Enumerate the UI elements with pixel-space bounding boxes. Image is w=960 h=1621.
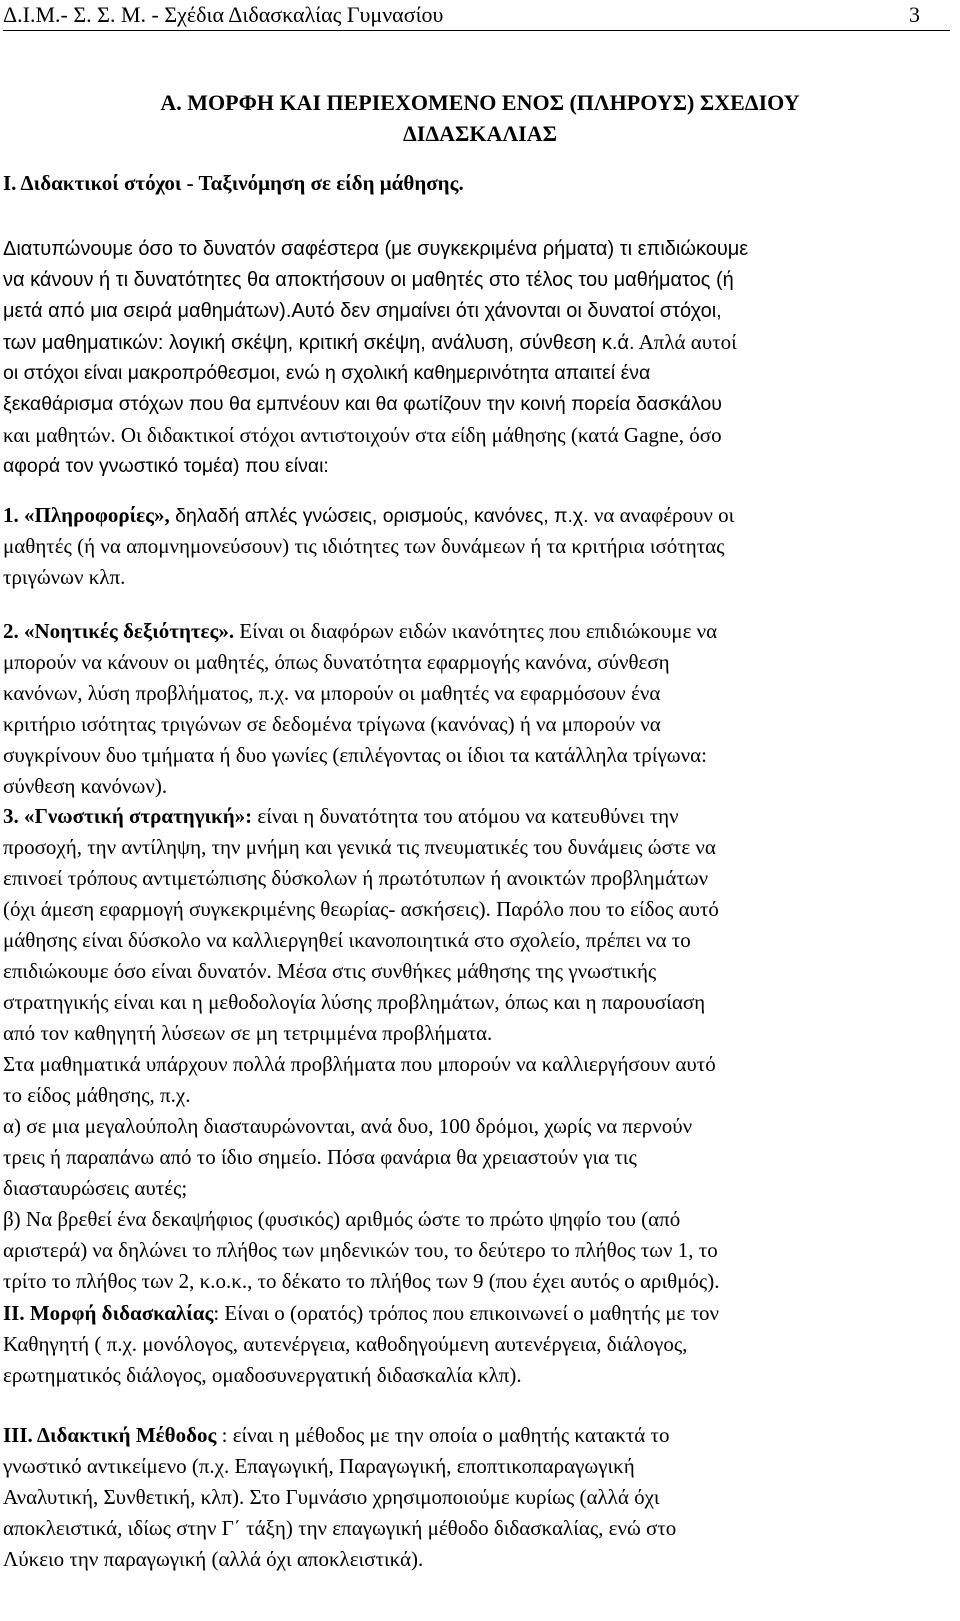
paragraph-line: μπορούν να κάνουν οι μαθητές, όπως δυνατότητα εφαρμογής κανόνα, σύνθεση	[3, 650, 670, 674]
item2	[3, 616, 958, 802]
paragraph-line: κανόνων, λύση προβλήματος, π.χ. να μπορούν οι μαθητές να εφαρμόσουν ένα	[3, 681, 661, 705]
document-title-line2: ΔΙΔΑΣΚΑΛΙΑΣ	[402, 121, 558, 146]
item3-label: 3. «Γνωστική στρατηγική»:	[3, 804, 253, 828]
paragraph-line: διασταυρώσεις αυτές;	[3, 1176, 188, 1200]
paragraph-line: τρίτο το πλήθος των 2, κ.ο.κ., το δέκατο το πλήθος των 9 (που έχει αυτός ο αριθμός).	[3, 1269, 720, 1293]
paragraph-line: Διατυπώνουμε όσο το δυνατόν σαφέστερα (με συγκεκριμένα ρήματα) τι επιδιώκουμε	[3, 238, 749, 260]
paragraph-line: είναι η δυνατότητα του ατόμου να κατευθύνει την	[252, 804, 679, 828]
paragraph-line: Στα μαθηματικά υπάρχουν πολλά προβλήματα που μπορούν να καλλιεργήσουν αυτό	[3, 1052, 716, 1076]
paragraph-line: το είδος μάθησης, π.χ.	[3, 1083, 191, 1107]
paragraph-line: των μαθηματικών: λογική σκέψη, κριτική σκέψη, ανάλυση, σύνθεση κ.ά.	[3, 332, 635, 354]
paragraph-line: να κάνουν ή τι δυνατότητες θα αποκτήσουν οι μαθητές στο τέλος του μαθήματος (ή	[3, 269, 734, 291]
paragraph-line: β) Να βρεθεί ένα δεκαψήφιος (φυσικός) αριθμός ώστε το πρώτο ψηφίο του (από	[3, 1207, 681, 1231]
section3	[3, 1420, 958, 1575]
item2-label: 2. «Νοητικές δεξιότητες».	[3, 619, 235, 643]
paragraph-line: ερωτηματικός διάλογος, ομαδοσυνεργατική διδασκαλία κλπ).	[3, 1363, 522, 1387]
paragraph-line: αποκλειστικά, ιδίως στην Γ΄ τάξη) την επαγωγική μέθοδο διδασκαλίας, ενώ στο	[3, 1516, 677, 1540]
paragraph-line: μαθητές (ή να απομνημονεύσουν) τις ιδιότητες των δυνάμεων ή τα κριτήρια ισότητας	[3, 534, 725, 558]
paragraph-line: μετά από μια σειρά μαθημάτων).Αυτό δεν σημαίνει ότι χάνονται οι δυνατοί στόχοι,	[3, 300, 722, 322]
paragraph-line: : είναι η μέθοδος με την οποία ο μαθητής κατακτά το	[216, 1423, 670, 1447]
item1	[3, 500, 958, 593]
section3-heading: ΙΙΙ. Διδακτική Μέθοδος	[3, 1423, 217, 1447]
paragraph-line: αριστερά) να δηλώνει το πλήθος των μηδενικών του, το δεύτερο το πλήθος των 1, το	[3, 1238, 718, 1262]
paragraph-line: Είναι οι διαφόρων ειδών ικανότητες που επιδιώκουμε να	[234, 619, 718, 643]
header-title: Δ.Ι.Μ.- Σ. Σ. Μ. - Σχέδια Διδασκαλίας Γυμνασίου	[3, 2, 444, 27]
paragraph-line: γνωστικό αντικείμενο (π.χ. Επαγωγική, Παραγωγική, εποπτικοπαραγωγική	[3, 1454, 635, 1478]
paragraph-line: Καθηγητή ( π.χ. μονόλογος, αυτενέργεια, καθοδηγούμενη αυτενέργεια, διάλογος,	[3, 1332, 688, 1356]
document-title-line1: Α. ΜΟΡΦΗ ΚΑΙ ΠΕΡΙΕΧΟΜΕΝΟ ΕΝΟΣ (ΠΛΗΡΟΥΣ) ΣΧΕΔΙΟΥ	[160, 90, 800, 115]
paragraph-line: κριτήριο ισότητας τριγώνων σε δεδομένα τρίγωνα (κανόνας) ή να μπορούν να	[3, 712, 661, 736]
section2-heading: ΙΙ. Μορφή διδασκαλίας	[3, 1301, 214, 1325]
paragraph-line: Αναλυτική, Συνθετική, κλπ). Στο Γυμνάσιο χρησιμοποιούμε κυρίως (αλλά όχι	[3, 1485, 660, 1509]
paragraph-line: οι στόχοι είναι μακροπρόθεσμοι, ενώ η σχολική καθημερινότητα απαιτεί ένα	[3, 362, 651, 384]
paragraph-line: τριγώνων κλπ.	[3, 565, 126, 589]
paragraph-line: Λύκειο την παραγωγική (αλλά όχι αποκλειστικά).	[3, 1547, 424, 1571]
paragraph-line: Απλά αυτοί	[634, 330, 737, 354]
paragraph-line: επινοεί τρόπους αντιμετώπισης δύσκολων ή πρωτότυπων ή ανοικτών προβλημάτων	[3, 866, 709, 890]
paragraph-line: μάθησης είναι δύσκολο να καλλιεργηθεί ικανοποιητικά στο σχολείο, πρέπει να το	[3, 928, 691, 952]
page-number: 3	[909, 2, 920, 27]
section1	[3, 168, 958, 199]
section1-body	[3, 234, 958, 482]
paragraph-line: ξεκαθάρισμα στόχων που θα εμπνέουν και θα φωτίζουν την κοινή πορεία δασκάλου	[3, 393, 722, 415]
section2	[3, 1298, 958, 1391]
page-header	[3, 2, 950, 31]
item3	[3, 801, 958, 1297]
paragraph-line: επιδιώκουμε όσο είναι δυνατόν. Μέσα στις συνθήκες μάθησης της γνωστικής	[3, 959, 657, 983]
paragraph-line: προσοχή, την αντίληψη, την μνήμη και γενικά τις πνευματικές του δυνάμεις ώστε να	[3, 835, 716, 859]
paragraph-line: δηλαδή απλές γνώσεις, ορισμούς, κανόνες, π.χ.	[169, 505, 589, 527]
item1-label: 1. «Πληροφορίες»,	[3, 503, 170, 527]
paragraph-line: α) σε μια μεγαλούπολη διασταυρώνονται, ανά δυο, 100 δρόμοι, χωρίς να περνούν	[3, 1114, 693, 1138]
paragraph-line: να αναφέρουν οι	[588, 503, 735, 527]
paragraph-line: : Είναι ο (ορατός) τρόπος που επικοινωνεί ο μαθητής με τον	[213, 1301, 720, 1325]
paragraph-line: τρεις ή παραπάνω από το ίδιο σημείο. Πόσα φανάρια θα χρειαστούν για τις	[3, 1145, 637, 1169]
paragraph-line: (όχι άμεση εφαρμογή συγκεκριμένης θεωρίας- ασκήσεις). Παρόλο που το είδος αυτό	[3, 897, 719, 921]
paragraph-line: αφορά τον γνωστικό τομέα) που είναι:	[3, 455, 329, 477]
paragraph-line: συγκρίνουν δυο τμήματα ή δυο γωνίες (επιλέγοντας οι ίδιοι τα κατάλληλα τρίγωνα:	[3, 743, 707, 767]
section1-heading: Ι. Διδακτικοί στόχοι - Ταξινόμηση σε είδη μάθησης.	[3, 171, 464, 195]
paragraph-line: στρατηγικής είναι και η μεθοδολογία λύσης προβλημάτων, όπως και η παρουσίαση	[3, 990, 706, 1014]
paragraph-line: από τον καθηγητή λύσεων σε μη τετριμμένα προβλήματα.	[3, 1021, 493, 1045]
paragraph-line: και μαθητών. Οι διδακτικοί στόχοι αντιστοιχούν στα είδη μάθησης (κατά Gagne, όσο	[3, 423, 722, 447]
paragraph-line: σύνθεση κανόνων).	[3, 774, 168, 798]
